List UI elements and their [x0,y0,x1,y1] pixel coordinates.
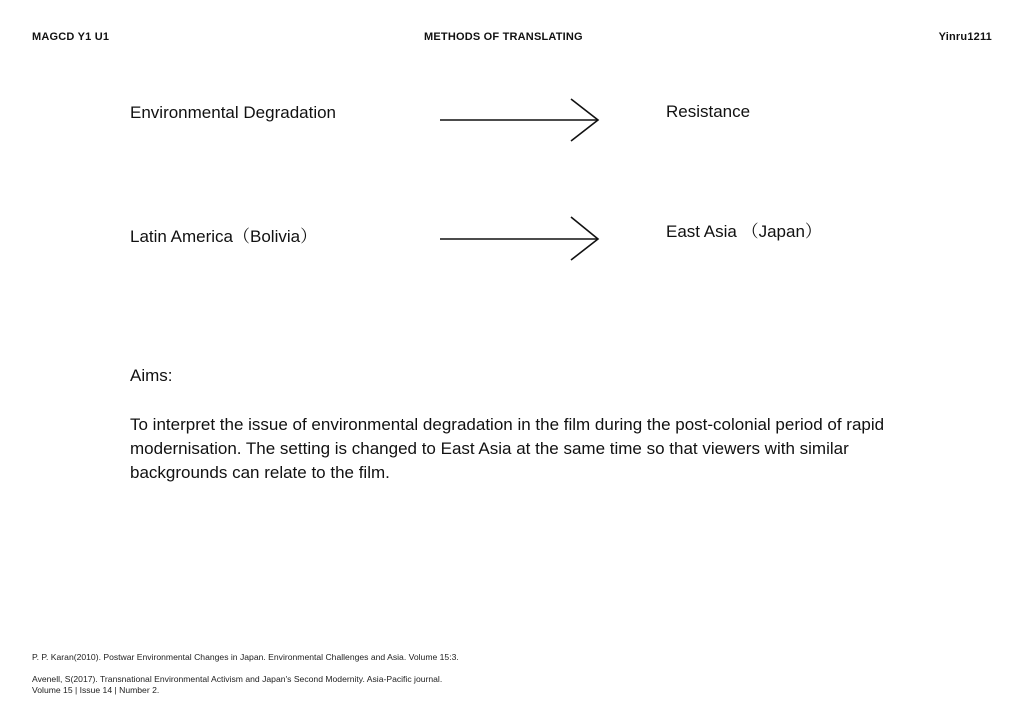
source-theme: Environmental Degradation [130,103,337,122]
target-theme: Resistance [666,102,751,121]
page-title: METHODS OF TRANSLATING [424,31,583,43]
course-code: MAGCD Y1 U1 [32,31,110,43]
aims-paragraph: To interpret the issue of environmental degradation in the film during the post-colonial period of rapid modernisation. The setting is changed to East Asia at the same time so that viewers with similar backgrounds can relate to the film. [130,415,885,482]
aims-heading: Aims: [130,366,173,385]
reference-item: P. P. Karan(2010). Postwar Environmental Changes in Japan. Environmental Challenges and Asia. Volume 15:3. [32,652,459,662]
arrow-right-icon [440,98,600,143]
target-setting: East Asia （Japan） [666,222,822,241]
arrow-right-icon [440,216,600,262]
author-id: Yinru1211 [938,31,992,43]
source-setting: Latin America（Bolivia） [130,227,318,246]
reference-item: Avenell, S(2017). Transnational Environmental Activism and Japan's Second Modernity. Asia-Pacific journal. Volume 15 | Issue 14 | Number 2. [32,674,443,695]
